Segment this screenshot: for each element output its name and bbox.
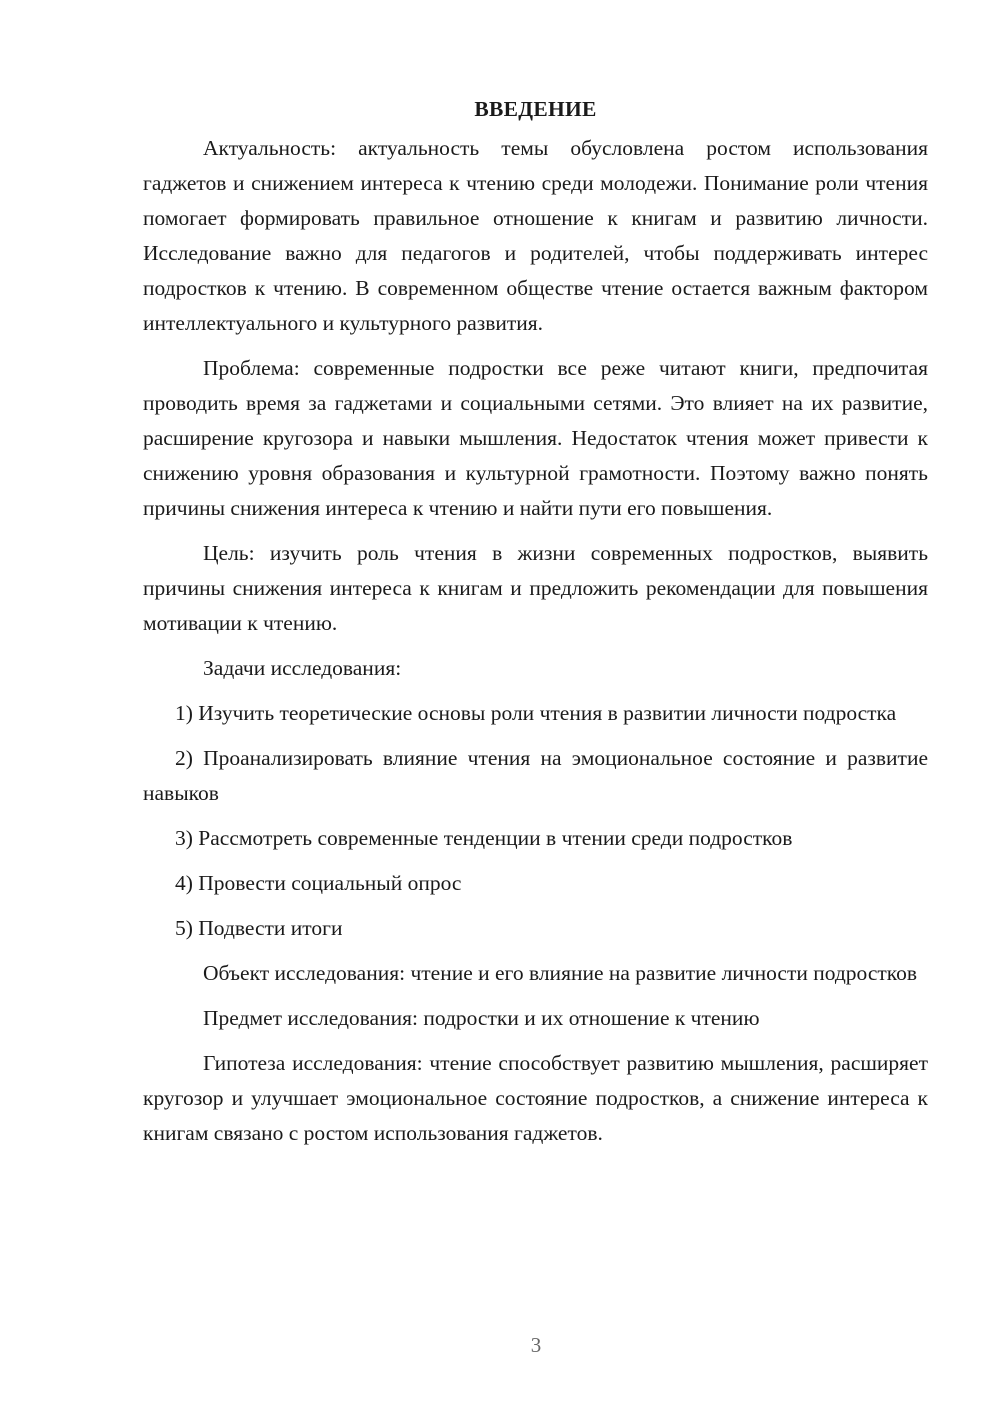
object-paragraph: Объект исследования: чтение и его влияние на развитие личности подростков [203, 961, 918, 985]
task-item-5: 5) Подвести итоги [175, 916, 343, 940]
relevance-paragraph: Актуальность: актуальность темы обусловлена ростом использования гаджетов и снижением интереса к чтению среди молодежи. Понимание роли чтения помогает формировать правильное отношение к книгам и развитию личности. Исследование важно для педагогов и родителей, чтобы поддерживать интерес подростков к чтению. В современном обществе чтение остается важным фактором интеллектуального и культурного развития. [143, 136, 928, 335]
tasks-title: Задачи исследования: [203, 656, 402, 680]
problem-paragraph: Проблема: современные подростки все реже читают книги, предпочитая проводить время за гаджетами и социальными сетями. Это влияет на их развитие, расширение кругозора и навыки мышления. Недостаток чтения может привести к снижению уровня образования и культурной грамотности. Поэтому важно понять причины снижения интереса к чтению и найти пути его повышения. [143, 356, 928, 520]
page-number: 3 [530, 1333, 542, 1357]
subject-paragraph: Предмет исследования: подростки и их отношение к чтению [203, 1006, 760, 1030]
task-item-1: 1) Изучить теоретические основы роли чтения в развитии личности подростка [175, 701, 897, 725]
hypothesis-paragraph: Гипотеза исследования: чтение способствует развитию мышления, расширяет кругозор и улучшает эмоциональное состояние подростков, а снижение интереса к книгам связано с ростом использования гаджетов. [143, 1051, 928, 1145]
task-item-4: 4) Провести социальный опрос [175, 871, 462, 895]
document-body [143, 92, 928, 1161]
page-title: ВВЕДЕНИЕ [474, 97, 597, 121]
goal-paragraph: Цель: изучить роль чтения в жизни современных подростков, выявить причины снижения интереса к книгам и предложить рекомендации для повышения мотивации к чтению. [143, 541, 928, 635]
task-item-3: 3) Рассмотреть современные тенденции в чтении среди подростков [175, 826, 793, 850]
task-item-2: 2) Проанализировать влияние чтения на эмоциональное состояние и развитие навыков [143, 746, 928, 805]
